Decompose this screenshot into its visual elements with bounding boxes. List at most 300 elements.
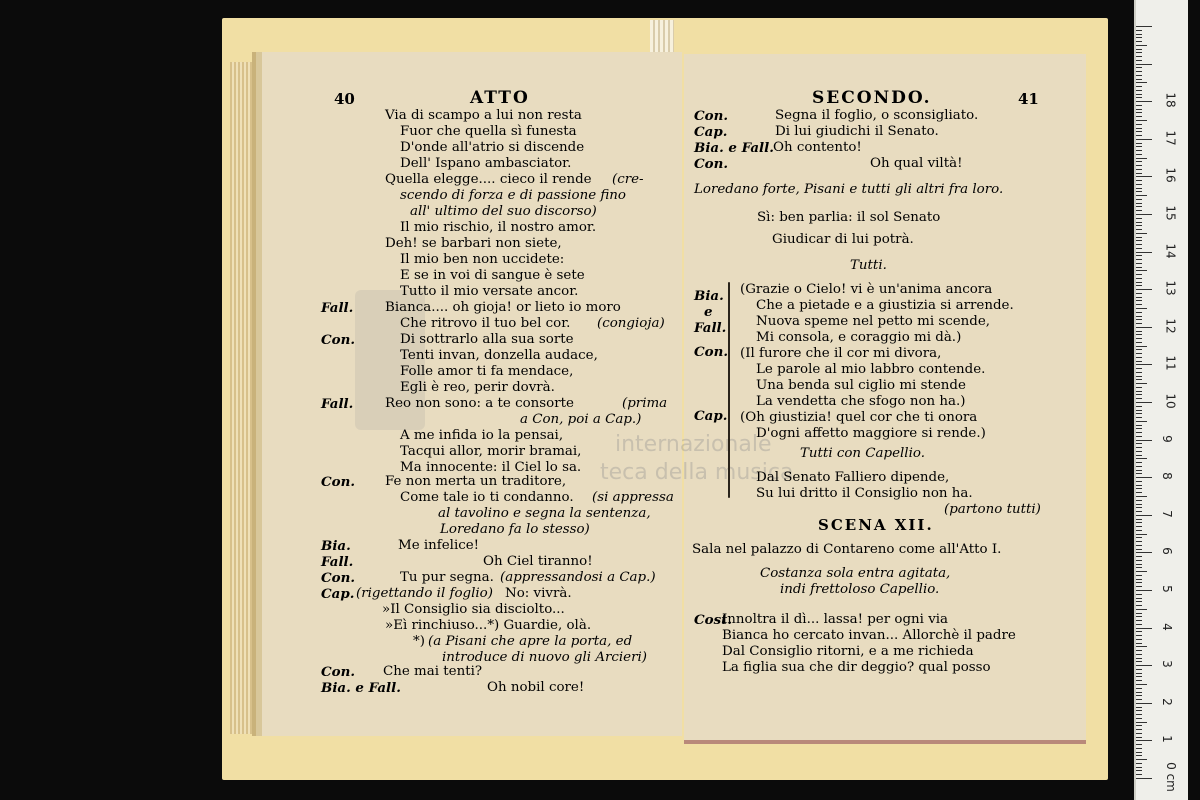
ruler-tick — [1136, 425, 1142, 426]
ruler-tick — [1136, 199, 1142, 200]
verse-line: La figlia sua che dir deggio? qual posso — [722, 660, 991, 675]
ruler-tick — [1136, 628, 1152, 629]
ruler-tick — [1136, 680, 1142, 681]
speaker: Cap. — [694, 124, 728, 140]
ruler-tick — [1136, 658, 1142, 659]
ruler-tick — [1136, 124, 1142, 125]
ruler-tick — [1136, 748, 1142, 749]
scene-title: SCENA XII. — [818, 516, 934, 534]
ruler-tick — [1136, 357, 1142, 358]
ruler-tick — [1136, 387, 1142, 388]
ruler-label: 2 — [1159, 697, 1174, 706]
right-page-number: 41 — [1018, 90, 1039, 108]
verse-line: Una benda sul ciglio mi stende — [756, 378, 966, 393]
ruler-tick — [1136, 41, 1142, 42]
ruler-tick — [1136, 372, 1142, 373]
ruler-tick — [1136, 30, 1142, 31]
ruler-tick — [1136, 293, 1142, 294]
ruler-tick — [1136, 616, 1142, 617]
stage-direction: (rigettando il foglio) — [356, 586, 493, 601]
ruler-tick — [1136, 37, 1142, 38]
exit-direction: (partono tutti) — [944, 502, 1041, 517]
stage-direction: indi frettoloso Capellio. — [780, 582, 940, 597]
ruler-tick — [1136, 240, 1142, 241]
verse-line: Dal Consiglio ritorni, e a me richieda — [722, 644, 974, 659]
ruler-tick — [1136, 376, 1142, 377]
ruler-tick — [1136, 466, 1142, 467]
ruler-label: 18 — [1163, 92, 1178, 108]
ruler-tick — [1136, 368, 1142, 369]
ruler-tick — [1136, 725, 1142, 726]
ruler-tick — [1136, 75, 1142, 76]
ruler-tick — [1136, 443, 1142, 444]
ruler-tick — [1136, 526, 1142, 527]
tutti-label: Tutti. — [850, 258, 887, 273]
ruler-tick — [1136, 428, 1142, 429]
ruler-label: 10 — [1163, 393, 1178, 409]
ruler-tick — [1136, 285, 1142, 286]
ruler-tick — [1136, 263, 1142, 264]
verse-line: No: vivrà. — [505, 586, 572, 601]
ruler-tick — [1136, 541, 1142, 542]
ruler-tick — [1136, 79, 1142, 80]
ruler-label: 16 — [1163, 167, 1178, 184]
ruler-tick — [1136, 139, 1152, 140]
ruler-tick — [1136, 206, 1142, 207]
ruler-tick — [1136, 620, 1142, 621]
speaker: Cap. — [694, 408, 728, 424]
speaker: Con. — [321, 570, 355, 586]
ruler-tick — [1136, 237, 1142, 238]
ruler-tick — [1136, 394, 1142, 395]
ruler-label: 11 — [1163, 355, 1178, 372]
ruler-tick — [1136, 184, 1142, 185]
ruler-tick — [1136, 289, 1152, 290]
ruler-tick — [1136, 364, 1152, 365]
verse-line: Che mai tenti? — [383, 664, 483, 679]
ruler-tick — [1136, 778, 1152, 779]
stage-direction: (a Pisani che apre la porta, ed — [428, 634, 633, 649]
verse-line: Oh contento! — [773, 140, 862, 155]
ruler-tick — [1136, 755, 1142, 756]
ruler-tick — [1136, 203, 1142, 204]
left-page-number: 40 — [334, 90, 355, 108]
stage-direction: (si appressa — [592, 490, 674, 505]
ruler-tick — [1136, 695, 1142, 696]
ruler-label: 8 — [1159, 472, 1174, 481]
verse-line: D'ogni affetto maggiore si rende.) — [756, 426, 986, 441]
ruler-tick — [1136, 146, 1142, 147]
ruler-tick — [1136, 605, 1142, 606]
ruler-tick — [1136, 556, 1142, 557]
ruler-tick — [1136, 233, 1147, 234]
ruler-tick — [1136, 579, 1142, 580]
speaker: Cap. — [321, 586, 355, 602]
ruler-tick — [1136, 398, 1142, 399]
speaker: Con. — [321, 332, 355, 348]
verse-line: Egli è reo, perir dovrà. — [400, 380, 555, 395]
ruler-tick — [1136, 161, 1142, 162]
verse-line: *) — [413, 634, 425, 649]
ruler-tick — [1136, 176, 1152, 177]
ruler-tick — [1136, 722, 1147, 723]
ruler-tick — [1136, 154, 1142, 155]
stage-direction: (cre- — [612, 172, 644, 187]
ruler-label: 12 — [1163, 318, 1178, 334]
ruler-tick — [1136, 319, 1142, 320]
ruler-tick — [1136, 665, 1152, 666]
verse-line: Tutto il mio versate ancor. — [400, 284, 579, 299]
ruler-tick — [1136, 158, 1147, 159]
ruler-tick — [1136, 699, 1142, 700]
verse-line: Bianca.... oh gioja! or lieto io moro — [385, 300, 621, 315]
verse-line: Il mio ben non uccidete: — [400, 252, 565, 267]
ruler-tick — [1136, 300, 1142, 301]
ruler-tick — [1136, 334, 1142, 335]
ruler-tick — [1136, 379, 1142, 380]
ruler-tick — [1136, 609, 1147, 610]
ruler-tick — [1136, 601, 1142, 602]
ruler-tick — [1136, 195, 1147, 196]
verse-line: Reo non sono: a te consorte — [385, 396, 574, 411]
ruler-tick — [1136, 470, 1142, 471]
ruler-tick — [1136, 252, 1152, 253]
ruler-tick — [1136, 586, 1142, 587]
ruler-tick — [1136, 530, 1142, 531]
ruler-tick — [1136, 545, 1142, 546]
stage-direction: al tavolino e segna la sentenza, — [438, 506, 651, 521]
verse-line: (Il furore che il cor mi divora, — [740, 346, 942, 361]
verse-line: E se in voi di sangue è sete — [400, 268, 585, 283]
ruler-tick — [1136, 571, 1147, 572]
right-page-header: SECONDO. — [812, 88, 932, 108]
ruler-tick — [1136, 692, 1142, 693]
ruler-label: 14 — [1163, 242, 1178, 259]
ruler-tick — [1136, 297, 1142, 298]
ruler-tick — [1136, 101, 1152, 102]
ruler-tick — [1136, 60, 1142, 61]
ruler-tick — [1136, 447, 1142, 448]
ruler-tick — [1136, 631, 1142, 632]
ruler-tick — [1136, 338, 1142, 339]
ruler-tick — [1136, 304, 1142, 305]
verse-line: Oh qual viltà! — [870, 156, 963, 171]
ruler-tick — [1136, 94, 1142, 95]
verse-line: Folle amor ti fa mendace, — [400, 364, 574, 379]
ruler-tick — [1136, 458, 1147, 459]
verse-line: Dell' Ispano ambasciator. — [400, 156, 572, 171]
ruler-tick — [1136, 436, 1142, 437]
ruler-tick — [1136, 515, 1152, 516]
ruler-tick — [1136, 90, 1142, 91]
ruler-label: 3 — [1159, 660, 1174, 669]
verse-line: Che a pietade e a giustizia si arrende. — [756, 298, 1014, 313]
verse-line: Le parole al mio labbro contende. — [756, 362, 986, 377]
ruler-tick — [1136, 383, 1147, 384]
ruler-tick — [1136, 214, 1152, 215]
speaker: Bia. e Fall. — [694, 140, 774, 156]
ruler-tick — [1136, 391, 1142, 392]
ruler-tick — [1136, 67, 1142, 68]
ruler-tick — [1136, 191, 1142, 192]
ruler-tick — [1136, 165, 1142, 166]
ruler-tick — [1136, 707, 1142, 708]
ruler-tick — [1136, 218, 1142, 219]
verse-line: Innoltra il dì... lassa! per ogni via — [722, 612, 949, 627]
ruler-tick — [1136, 451, 1142, 452]
verse-line: Fuor che quella sì funesta — [400, 124, 577, 139]
ruler-tick — [1136, 52, 1142, 53]
verse-line: Di sottrarlo alla sua sorte — [400, 332, 574, 347]
ruler-label: 13 — [1163, 280, 1178, 296]
watermark-text-2: teca della musica — [600, 460, 794, 485]
ruler-tick — [1136, 327, 1152, 328]
chorus-line: Giudicar di lui potrà. — [772, 232, 914, 247]
left-page-header: ATTO — [470, 88, 530, 108]
ruler-tick — [1136, 421, 1147, 422]
ruler-label: 9 — [1159, 434, 1174, 443]
speaker: Bia. — [694, 288, 724, 304]
brace — [728, 282, 730, 498]
watermark-text-1: internazionale — [615, 432, 772, 457]
ruler-tick — [1136, 417, 1142, 418]
ruler-tick — [1136, 143, 1142, 144]
ruler-label: 6 — [1159, 547, 1174, 556]
speaker: Bia. e Fall. — [321, 680, 401, 696]
stage-direction: Costanza sola entra agitata, — [760, 566, 951, 581]
ruler-tick — [1136, 549, 1142, 550]
ruler-tick — [1136, 45, 1147, 46]
ruler-tick — [1136, 56, 1142, 57]
ruler-tick — [1136, 64, 1152, 65]
ruler-tick — [1136, 654, 1142, 655]
final-line: Dal Senato Falliero dipende, — [756, 470, 950, 485]
ruler-label: 5 — [1159, 585, 1174, 593]
speaker: Con. — [694, 344, 728, 360]
ruler-tick — [1136, 440, 1152, 441]
ruler-tick — [1136, 349, 1142, 350]
ruler-tick — [1136, 729, 1142, 730]
ruler-tick — [1136, 225, 1142, 226]
ruler-tick — [1136, 274, 1142, 275]
ruler-tick — [1136, 97, 1142, 98]
ruler-tick — [1136, 567, 1142, 568]
ruler-tick — [1136, 259, 1142, 260]
ruler-tick — [1136, 150, 1142, 151]
ruler-tick — [1136, 643, 1142, 644]
ruler-tick — [1136, 718, 1142, 719]
ruler-tick — [1136, 413, 1142, 414]
ruler-tick — [1136, 342, 1142, 343]
ruler-tick — [1136, 511, 1142, 512]
ruler-tick — [1136, 105, 1142, 106]
verse-line: Quella elegge.... cieco il rende — [385, 172, 592, 187]
ruler-tick — [1136, 116, 1142, 117]
ruler-tick — [1136, 744, 1142, 745]
ruler-tick — [1136, 590, 1152, 591]
ruler-tick — [1136, 737, 1142, 738]
ruler-tick — [1136, 534, 1147, 535]
ruler-tick — [1136, 109, 1142, 110]
verse-line: Bianca ho cercato invan... Allorchè il padre — [722, 628, 1016, 643]
ruler-tick — [1136, 770, 1142, 771]
speaker: Con. — [321, 474, 355, 490]
ruler-label: 15 — [1163, 205, 1178, 221]
ruler-tick — [1136, 488, 1142, 489]
ruler-tick — [1136, 229, 1142, 230]
speaker: Fall. — [321, 300, 354, 316]
ruler-tick — [1136, 173, 1142, 174]
verse-line: Oh nobil core! — [487, 680, 585, 695]
ruler-tick — [1136, 613, 1142, 614]
verse-line: »Il Consiglio sia disciolto... — [382, 602, 565, 617]
ruler-tick — [1136, 112, 1142, 113]
speaker: Con. — [694, 156, 728, 172]
ruler-tick — [1136, 248, 1142, 249]
verse-line: (Oh giustizia! quel cor che ti onora — [740, 410, 978, 425]
ruler-tick — [1136, 180, 1142, 181]
verse-line: La vendetta che sfogo non ha.) — [756, 394, 966, 409]
ruler-tick — [1136, 537, 1142, 538]
measuring-ruler — [1134, 0, 1188, 800]
scene-setting: Sala nel palazzo di Contareno come all'Atto I. — [692, 542, 1002, 557]
speaker: Cost. — [694, 612, 732, 628]
speaker: Con. — [321, 664, 355, 680]
stage-direction: introduce di nuovo gli Arcieri) — [442, 650, 648, 665]
ruler-tick — [1136, 673, 1142, 674]
ruler-tick — [1136, 316, 1142, 317]
verse-line: Il mio rischio, il nostro amor. — [400, 220, 597, 235]
ruler-tick — [1136, 684, 1147, 685]
ruler-tick — [1136, 169, 1142, 170]
verse-line: Fe non merta un traditore, — [385, 474, 567, 489]
ruler-tick — [1136, 135, 1142, 136]
ruler-tick — [1136, 406, 1142, 407]
ruler-tick — [1136, 485, 1142, 486]
ruler-label: 1 — [1159, 735, 1174, 744]
ruler-tick — [1136, 267, 1142, 268]
ruler-tick — [1136, 688, 1142, 689]
ruler-tick — [1136, 353, 1142, 354]
ruler-tick — [1136, 188, 1142, 189]
ruler-tick — [1136, 740, 1152, 741]
verse-line: Tenti invan, donzella audace, — [400, 348, 598, 363]
ruler-tick — [1136, 752, 1142, 753]
verse-line: »Eì rinchiuso...*) Guardie, olà. — [385, 618, 592, 633]
ruler-tick — [1136, 331, 1142, 332]
ruler-tick — [1136, 767, 1142, 768]
ruler-tick — [1136, 432, 1142, 433]
ruler-tick — [1136, 710, 1142, 711]
ruler-tick — [1136, 635, 1142, 636]
ruler-tick — [1136, 598, 1142, 599]
ruler-label: 4 — [1159, 622, 1174, 631]
ruler-tick — [1136, 560, 1142, 561]
ruler-tick — [1136, 703, 1152, 704]
ruler-tick — [1136, 86, 1142, 87]
final-line: Su lui dritto il Consiglio non ha. — [756, 486, 973, 501]
ruler-tick — [1136, 462, 1142, 463]
speaker: Fall. — [321, 554, 354, 570]
verse-line: Me infelice! — [398, 538, 480, 553]
ruler-tick — [1136, 646, 1147, 647]
verse-line: Di lui giudichi il Senato. — [775, 124, 939, 139]
verse-line: Segna il foglio, o sconsigliato. — [775, 108, 979, 123]
ruler-tick — [1136, 774, 1142, 775]
ruler-tick — [1136, 120, 1147, 121]
ruler-tick — [1136, 455, 1142, 456]
ruler-tick — [1136, 522, 1142, 523]
ruler-tick — [1136, 82, 1147, 83]
ruler-tick — [1136, 733, 1142, 734]
ruler-label: 7 — [1159, 509, 1174, 518]
stage-direction: (congioja) — [597, 316, 665, 331]
speaker: Bia. — [321, 538, 351, 554]
verse-line: Tacqui allor, morir bramai, — [400, 444, 582, 459]
stage-direction: Loredano forte, Pisani e tutti gli altri fra loro. — [694, 182, 1004, 197]
speaker: Fall. — [694, 320, 727, 336]
ruler-tick — [1136, 222, 1142, 223]
ruler-tick — [1136, 507, 1142, 508]
ruler-tick — [1136, 210, 1142, 211]
ruler-tick — [1136, 312, 1142, 313]
stage-direction: (prima — [622, 396, 668, 411]
speaker: Con. — [694, 108, 728, 124]
ruler-tick — [1136, 49, 1142, 50]
ruler-tick — [1136, 575, 1142, 576]
ruler-tick — [1136, 564, 1142, 565]
ruler-tick — [1136, 402, 1152, 403]
tutti-con-capellio: Tutti con Capellio. — [800, 446, 925, 461]
ruler-tick — [1136, 492, 1142, 493]
ruler-tick — [1136, 519, 1142, 520]
ruler-tick — [1136, 669, 1142, 670]
speaker: e — [704, 304, 713, 320]
ruler-unit-label: 0 cm — [1163, 762, 1178, 792]
ruler-tick — [1136, 500, 1142, 501]
ruler-label: 17 — [1163, 130, 1178, 146]
ruler-tick — [1136, 473, 1142, 474]
ruler-tick — [1136, 270, 1147, 271]
ruler-tick — [1136, 650, 1142, 651]
stage-direction: a Con, poi a Cap.) — [520, 412, 642, 427]
verse-line: Nuova speme nel petto mi scende, — [756, 314, 991, 329]
ruler-tick — [1136, 639, 1142, 640]
verse-line: Che ritrovo il tuo bel cor. — [400, 316, 571, 331]
stage-direction: scendo di forza e di passione fino — [400, 188, 626, 203]
speaker: Fall. — [321, 396, 354, 412]
ruler-tick — [1136, 552, 1152, 553]
verse-line: Deh! se barbari non siete, — [385, 236, 562, 251]
ruler-tick — [1136, 323, 1142, 324]
ruler-tick — [1136, 278, 1142, 279]
ruler-tick — [1136, 759, 1147, 760]
stage-direction: Loredano fa lo stesso) — [440, 522, 590, 537]
stage-direction: (appressandosi a Cap.) — [500, 570, 656, 585]
chorus-line: Sì: ben parlia: il sol Senato — [757, 210, 941, 225]
ruler-tick — [1136, 582, 1142, 583]
verse-line: (Grazie o Cielo! vi è un'anima ancora — [740, 282, 993, 297]
ruler-tick — [1136, 714, 1142, 715]
verse-line: Mi consola, e coraggio mi dà.) — [756, 330, 962, 345]
ruler-tick — [1136, 308, 1147, 309]
ruler-tick — [1136, 128, 1142, 129]
ruler-tick — [1136, 26, 1152, 27]
ruler-tick — [1136, 676, 1142, 677]
ruler-tick — [1136, 361, 1142, 362]
ruler-tick — [1136, 661, 1142, 662]
ruler-tick — [1136, 477, 1152, 478]
